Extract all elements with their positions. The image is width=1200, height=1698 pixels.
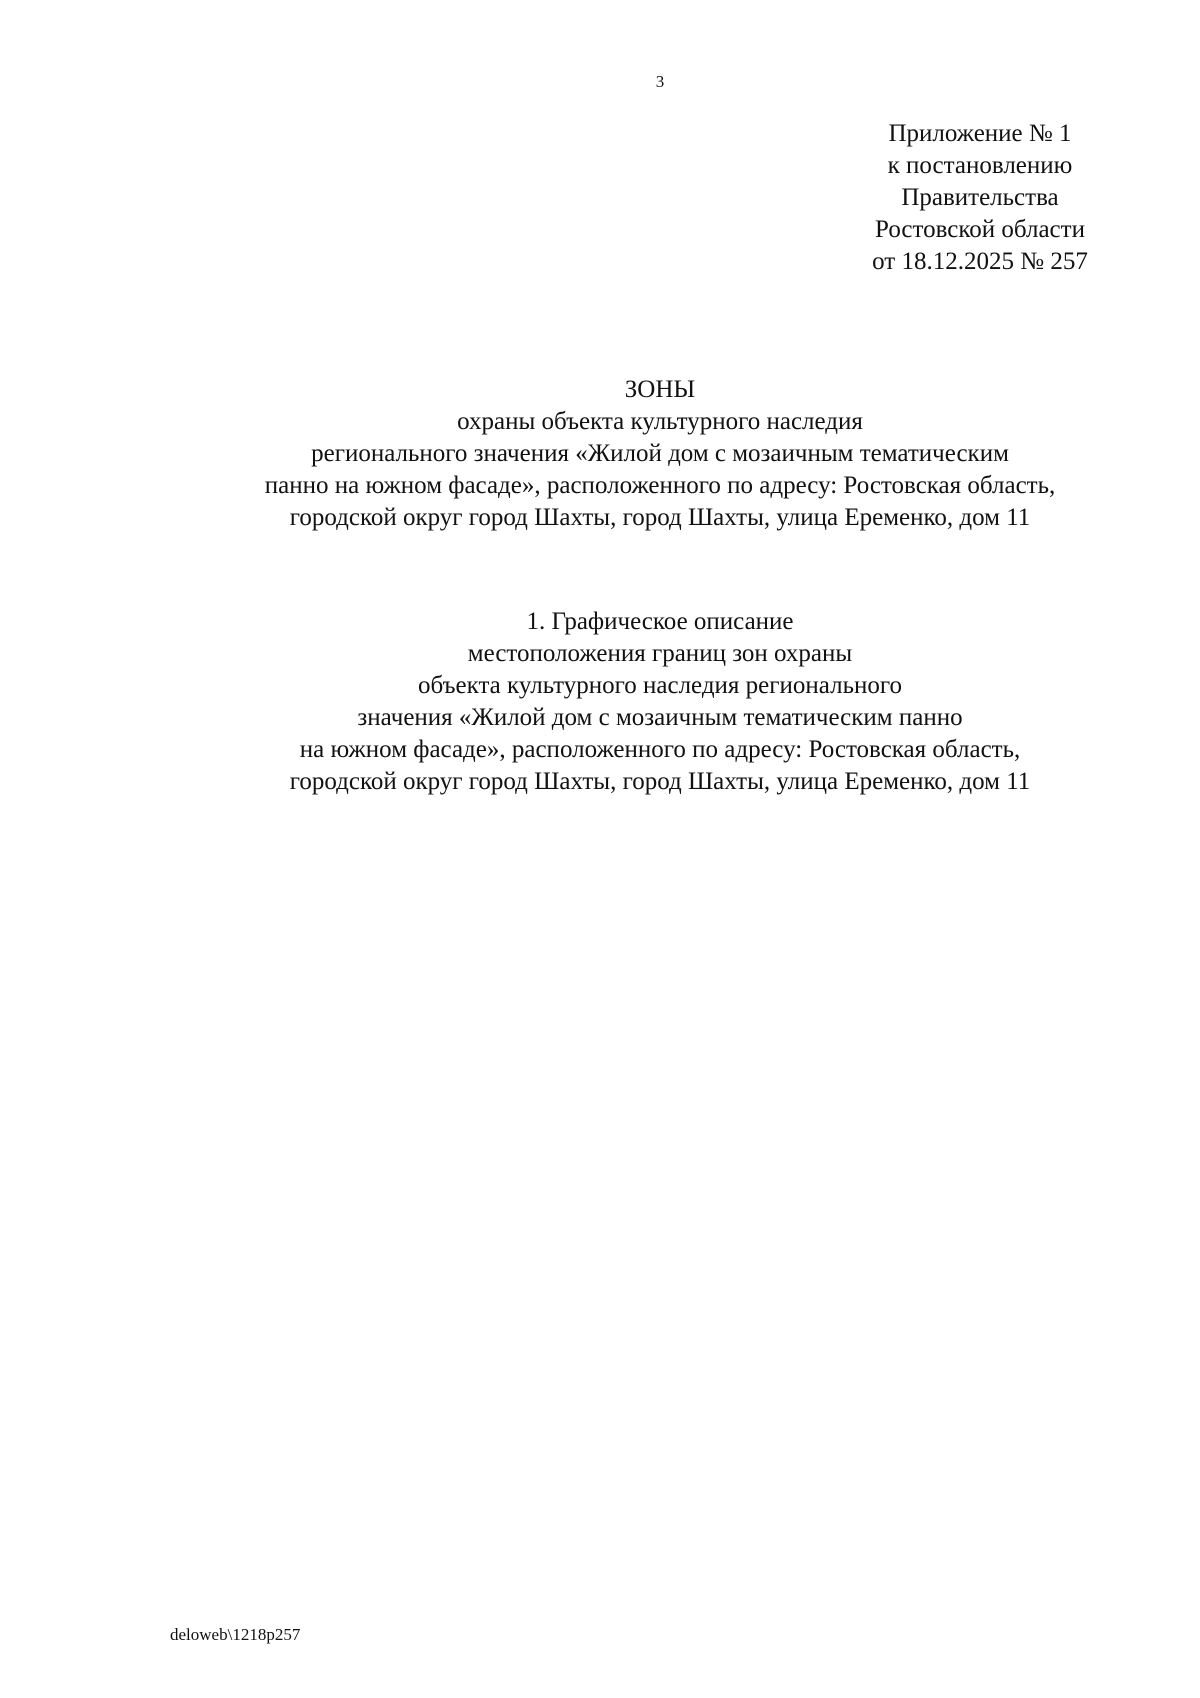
appendix-line: Приложение № 1	[888, 120, 1072, 147]
section-line: местоположения границ зон охраны	[467, 640, 853, 667]
appendix-line: Ростовской области	[875, 216, 1085, 243]
section-line: городской округ город Шахты, город Шахты, улица Еременко, дом 11	[289, 768, 1031, 795]
appendix-line: Правительства	[901, 184, 1059, 211]
title-line: регионального значения «Жилой дом с мозаичным тематическим	[311, 440, 1009, 467]
page-number: 3	[655, 72, 665, 91]
section-line: на южном фасаде», расположенного по адресу: Ростовская область,	[299, 736, 1021, 763]
section-1-heading	[180, 606, 1140, 798]
document-title	[180, 374, 1140, 534]
footer-doc-id: deloweb\1218p257	[170, 1625, 301, 1644]
appendix-line: к постановлению	[887, 152, 1073, 179]
title-line: панно на южном фасаде», расположенного по адресу: Ростовская область,	[264, 472, 1056, 499]
appendix-block	[820, 118, 1140, 278]
appendix-line: от 18.12.2025 № 257	[872, 248, 1088, 275]
title-line: охраны объекта культурного наследия	[457, 408, 863, 435]
section-line: значения «Жилой дом с мозаичным тематическим панно	[357, 704, 963, 731]
section-line: объекта культурного наследия регионального	[418, 672, 902, 699]
section-line: 1. Графическое описание	[526, 608, 794, 635]
title-heading: ЗОНЫ	[624, 376, 696, 403]
title-line: городской округ город Шахты, город Шахты, улица Еременко, дом 11	[289, 504, 1031, 531]
